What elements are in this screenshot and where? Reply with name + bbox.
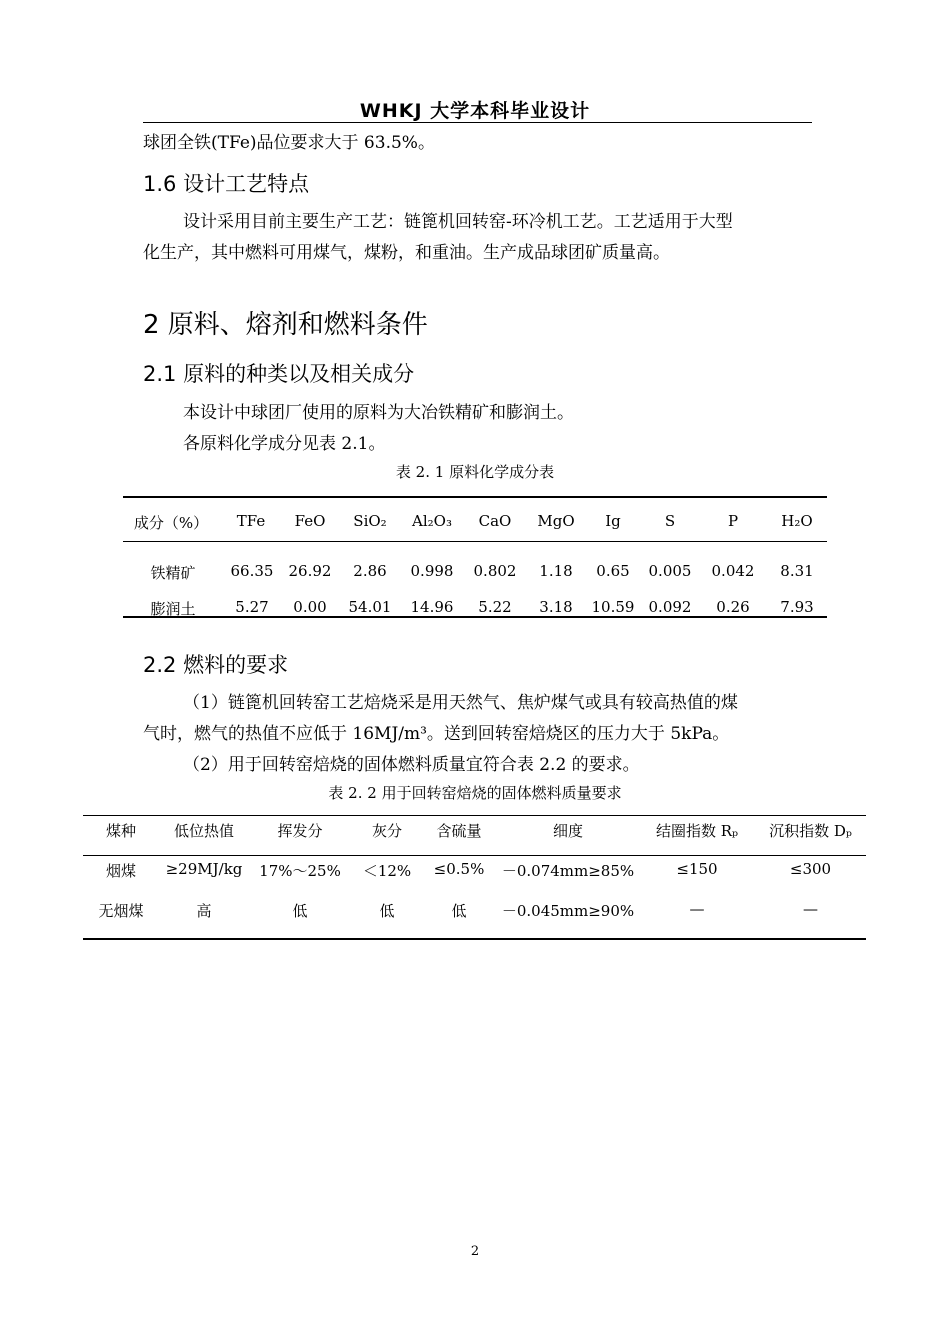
t2-header-ring-index: 结圈指数 Rₚ xyxy=(655,822,739,840)
section-1-6-title: 1.6 设计工艺特点 xyxy=(143,172,310,196)
t1-r1-tfe: 66.35 xyxy=(230,562,274,580)
t2-r1-ash: ＜12% xyxy=(362,862,412,880)
t2-r1-volatile: 17%～25% xyxy=(259,862,341,880)
t2-r1-sulfur: ≤0.5% xyxy=(433,860,485,878)
table-2-1-caption: 表 2. 1 原料化学成分表 xyxy=(395,463,555,481)
paragraph-tfe: 球团全铁(TFe)品位要求大于 63.5%。 xyxy=(143,133,435,153)
page-header-title: WHKJ 大学本科毕业设计 xyxy=(359,100,591,122)
table-2-2-caption: 表 2. 2 用于回转窑焙烧的固体燃料质量要求 xyxy=(328,784,622,802)
t2-r2-fineness: －0.045mm≥90% xyxy=(501,902,635,920)
t1-r1-s: 0.005 xyxy=(648,562,692,580)
t2-r2-sulfur: 低 xyxy=(451,902,467,920)
t2-r1-deposit: ≤300 xyxy=(789,860,832,878)
table-2-1-top-rule xyxy=(123,496,827,498)
t2-r2-ash: 低 xyxy=(379,902,395,920)
t1-r2-tfe: 5.27 xyxy=(235,598,269,616)
paragraph-2-2-line2: 气时，燃气的热值不应低于 16MJ/m³。送到回转窑焙烧区的压力大于 5kPa。 xyxy=(143,724,730,744)
table-2-2-bottom-rule xyxy=(83,938,866,940)
t2-header-volatile: 挥发分 xyxy=(277,822,323,840)
t1-r1-cao: 0.802 xyxy=(473,562,517,580)
section-2-2-title: 2.2 燃料的要求 xyxy=(143,653,289,677)
table-2-2-top-rule xyxy=(83,815,866,816)
t1-r2-mgo: 3.18 xyxy=(539,598,573,616)
t1-r1-h2o: 8.31 xyxy=(780,562,814,580)
t2-r1-ring: ≤150 xyxy=(676,860,718,878)
paragraph-1-6-line2: 化生产，其中燃料可用煤气，煤粉，和重油。生产成品球团矿质量高。 xyxy=(143,243,670,263)
t2-header-sulfur: 含硫量 xyxy=(436,822,482,840)
t2-r1-fineness: －0.074mm≥85% xyxy=(501,862,635,880)
t1-header-feo: FeO xyxy=(294,512,326,530)
t1-header-tfe: TFe xyxy=(236,512,266,530)
t1-r1-mgo: 1.18 xyxy=(539,562,573,580)
t1-r2-h2o: 7.93 xyxy=(780,598,814,616)
page-number: 2 xyxy=(470,1244,480,1259)
t1-header-ig: Ig xyxy=(605,512,621,530)
t1-header-h2o: H₂O xyxy=(781,512,813,530)
header-rule xyxy=(143,122,812,123)
t1-r2-ig: 10.59 xyxy=(591,598,635,616)
table-2-1-bottom-rule xyxy=(123,616,827,618)
t1-r2-feo: 0.00 xyxy=(293,598,327,616)
t2-header-ash: 灰分 xyxy=(371,822,402,840)
t2-r2-heat: 高 xyxy=(196,902,212,920)
paragraph-1-6-line1: 设计采用目前主要生产工艺：链篦机回转窑-环冷机工艺。工艺适用于大型 xyxy=(183,212,733,232)
chapter-2-title: 2 原料、熔剂和燃料条件 xyxy=(143,310,428,340)
t2-header-coal-type: 煤种 xyxy=(105,822,136,840)
t1-r1-p: 0.042 xyxy=(711,562,755,580)
t1-r1-name: 铁精矿 xyxy=(150,564,196,582)
t1-header-component: 成分（%） xyxy=(133,514,209,532)
t1-r2-cao: 5.22 xyxy=(478,598,512,616)
t1-r2-al2o3: 14.96 xyxy=(410,598,454,616)
t2-r2-type: 无烟煤 xyxy=(98,902,144,920)
t2-header-heat-value: 低位热值 xyxy=(173,822,234,840)
t2-header-fineness: 细度 xyxy=(552,822,583,840)
t1-r2-p: 0.26 xyxy=(716,598,750,616)
t2-r1-heat: ≥29MJ/kg xyxy=(165,860,243,878)
table-2-2-header-rule xyxy=(83,855,866,856)
t1-r1-sio2: 2.86 xyxy=(353,562,387,580)
paragraph-2-2-line3: （2）用于回转窑焙烧的固体燃料质量宜符合表 2.2 的要求。 xyxy=(183,755,640,775)
t1-header-p: P xyxy=(727,512,739,530)
t2-r2-ring: — xyxy=(689,900,705,918)
t2-header-deposit-index: 沉积指数 Dₚ xyxy=(769,822,852,840)
t2-r2-volatile: 低 xyxy=(292,902,308,920)
t1-r1-ig: 0.65 xyxy=(596,562,630,580)
paragraph-2-1-line1: 本设计中球团厂使用的原料为大冶铁精矿和膨润土。 xyxy=(183,403,574,423)
t1-header-mgo: MgO xyxy=(537,512,575,530)
paragraph-2-1-line2: 各原料化学成分见表 2.1。 xyxy=(183,434,386,454)
t1-header-s: S xyxy=(664,512,676,530)
paragraph-2-2-line1: （1）链篦机回转窑工艺焙烧采是用天然气、焦炉煤气或具有较高热值的煤 xyxy=(183,693,738,713)
t1-r2-sio2: 54.01 xyxy=(348,598,392,616)
t2-r2-deposit: — xyxy=(803,900,818,918)
table-2-1-header-rule xyxy=(123,541,827,542)
t1-header-sio2: SiO₂ xyxy=(353,512,387,530)
section-2-1-title: 2.1 原料的种类以及相关成分 xyxy=(143,362,415,386)
t1-header-al2o3: Al₂O₃ xyxy=(412,512,452,530)
t2-r1-type: 烟煤 xyxy=(105,862,136,880)
t1-r1-feo: 26.92 xyxy=(288,562,332,580)
t1-r1-al2o3: 0.998 xyxy=(410,562,454,580)
t1-r2-name: 膨润土 xyxy=(150,600,196,618)
t1-header-cao: CaO xyxy=(478,512,512,530)
t1-r2-s: 0.092 xyxy=(648,598,692,616)
